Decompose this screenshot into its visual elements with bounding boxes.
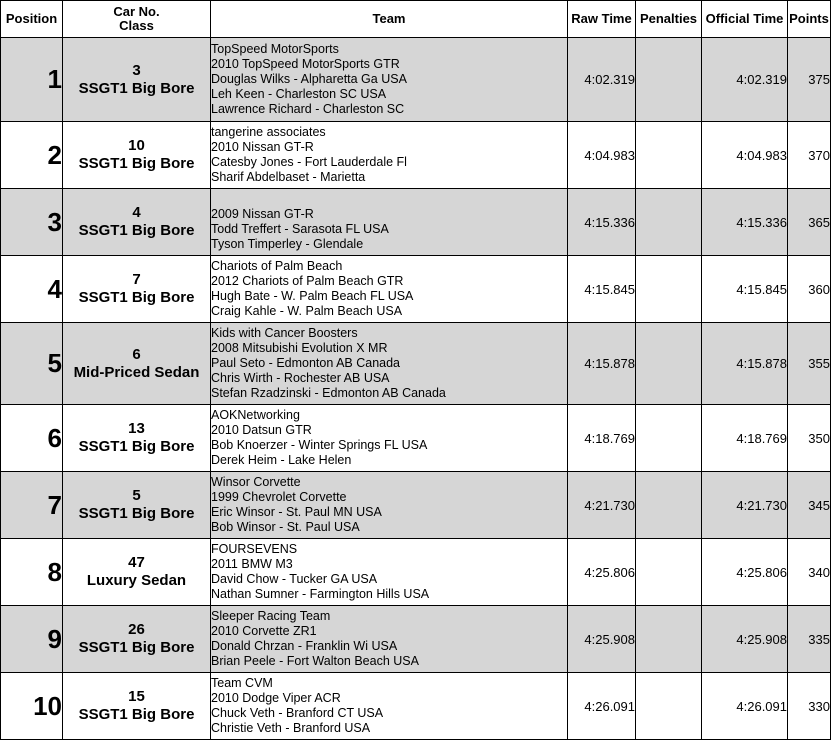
header-car-no: Car No.	[113, 4, 160, 19]
team-line: 2010 Dodge Viper ACR	[211, 691, 341, 705]
team-line	[211, 192, 567, 207]
team-line: 2010 Corvette ZR1	[211, 624, 317, 638]
official-time-cell: 4:15.336	[702, 189, 788, 256]
team-cell	[211, 472, 568, 539]
car-class-cell	[63, 606, 211, 673]
position-cell: 5	[1, 323, 63, 405]
position-cell: 3	[1, 189, 63, 256]
team-line: FOURSEVENS	[211, 542, 298, 556]
car-class-cell	[63, 539, 211, 606]
team-line: Stefan Rzadzinski - Edmonton AB Canada	[211, 386, 446, 400]
team-line: Sharif Abdelbaset - Marietta	[211, 170, 366, 184]
official-time-cell: 4:18.769	[702, 405, 788, 472]
car-class: SSGT1 Big Bore	[78, 222, 195, 239]
position-cell: 1	[1, 38, 63, 122]
header-raw-time: Raw Time	[568, 1, 636, 38]
results-body	[1, 38, 831, 740]
team-line: 2010 Nissan GT-R	[211, 140, 314, 154]
team-line: Lawrence Richard - Charleston SC	[211, 102, 405, 116]
points-cell: 375	[788, 38, 831, 122]
car-class-cell	[63, 673, 211, 740]
points-cell: 340	[788, 539, 831, 606]
car-class: SSGT1 Big Bore	[78, 79, 195, 97]
car-class: SSGT1 Big Bore	[78, 438, 195, 455]
penalties-cell	[636, 539, 702, 606]
table-row	[1, 38, 831, 122]
header-car-class	[63, 1, 211, 38]
car-number: 13	[128, 420, 145, 437]
team-line: Hugh Bate - W. Palm Beach FL USA	[211, 289, 414, 303]
table-row	[1, 122, 831, 189]
car-class-cell	[63, 189, 211, 256]
car-class: SSGT1 Big Bore	[78, 155, 195, 172]
car-number: 15	[128, 688, 145, 705]
official-time-cell: 4:26.091	[702, 673, 788, 740]
table-row	[1, 256, 831, 323]
team-cell	[211, 673, 568, 740]
team-line: Bob Knoerzer - Winter Springs FL USA	[211, 438, 428, 452]
table-row	[1, 673, 831, 740]
car-number: 47	[128, 554, 145, 571]
team-line: Team CVM	[211, 676, 273, 690]
team-line: Chris Wirth - Rochester AB USA	[211, 371, 390, 385]
header-class: Class	[119, 18, 154, 33]
team-line: 2010 TopSpeed MotorSports GTR	[211, 57, 400, 71]
header-team: Team	[211, 1, 568, 38]
table-row	[1, 539, 831, 606]
team-line: Douglas Wilks - Alpharetta Ga USA	[211, 72, 407, 86]
team-cell	[211, 256, 568, 323]
team-line: Leh Keen - Charleston SC USA	[211, 87, 387, 101]
team-line: Eric Winsor - St. Paul MN USA	[211, 505, 382, 519]
team-line: 1999 Chevrolet Corvette	[211, 490, 347, 504]
team-line: Christie Veth - Branford USA	[211, 721, 371, 735]
team-line: Craig Kahle - W. Palm Beach USA	[211, 304, 403, 318]
raw-time-cell: 4:21.730	[568, 472, 636, 539]
position-cell: 2	[1, 122, 63, 189]
team-line: Todd Treffert - Sarasota FL USA	[211, 222, 389, 236]
penalties-cell	[636, 405, 702, 472]
team-line: Nathan Sumner - Farmington Hills USA	[211, 587, 430, 601]
car-number: 3	[132, 61, 141, 79]
car-class-cell	[63, 405, 211, 472]
car-class-cell	[63, 122, 211, 189]
penalties-cell	[636, 606, 702, 673]
points-cell: 355	[788, 323, 831, 405]
car-number: 26	[128, 621, 145, 638]
penalties-cell	[636, 38, 702, 122]
penalties-cell	[636, 323, 702, 405]
car-class: SSGT1 Big Bore	[78, 639, 195, 656]
raw-time-cell: 4:25.908	[568, 606, 636, 673]
team-line: Catesby Jones - Fort Lauderdale Fl	[211, 155, 407, 169]
team-line: 2010 Datsun GTR	[211, 423, 312, 437]
team-line: tangerine associates	[211, 125, 326, 139]
car-number: 10	[128, 137, 145, 154]
official-time-cell: 4:02.319	[702, 38, 788, 122]
header-row	[1, 1, 831, 38]
team-line: 2012 Chariots of Palm Beach GTR	[211, 274, 404, 288]
points-cell: 330	[788, 673, 831, 740]
header-points: Points	[788, 1, 831, 38]
car-class-cell	[63, 256, 211, 323]
car-class-cell	[63, 323, 211, 405]
raw-time-cell: 4:15.878	[568, 323, 636, 405]
points-cell: 350	[788, 405, 831, 472]
team-line: Donald Chrzan - Franklin Wi USA	[211, 639, 398, 653]
raw-time-cell: 4:02.319	[568, 38, 636, 122]
header-official-time: Official Time	[702, 1, 788, 38]
table-row	[1, 189, 831, 256]
team-line: David Chow - Tucker GA USA	[211, 572, 378, 586]
position-cell: 9	[1, 606, 63, 673]
raw-time-cell: 4:18.769	[568, 405, 636, 472]
team-cell	[211, 323, 568, 405]
official-time-cell: 4:04.983	[702, 122, 788, 189]
position-cell: 8	[1, 539, 63, 606]
position-cell: 10	[1, 673, 63, 740]
penalties-cell	[636, 189, 702, 256]
car-number: 5	[132, 487, 141, 504]
points-cell: 345	[788, 472, 831, 539]
team-line: Tyson Timperley - Glendale	[211, 237, 364, 251]
car-class-cell	[63, 472, 211, 539]
points-cell: 365	[788, 189, 831, 256]
official-time-cell: 4:25.806	[702, 539, 788, 606]
raw-time-cell: 4:25.806	[568, 539, 636, 606]
team-cell	[211, 405, 568, 472]
penalties-cell	[636, 256, 702, 323]
car-class: SSGT1 Big Bore	[78, 289, 195, 306]
points-cell: 360	[788, 256, 831, 323]
team-cell	[211, 122, 568, 189]
table-row	[1, 405, 831, 472]
car-class-cell	[63, 38, 211, 122]
penalties-cell	[636, 472, 702, 539]
position-cell: 7	[1, 472, 63, 539]
raw-time-cell: 4:26.091	[568, 673, 636, 740]
team-line: AOKNetworking	[211, 408, 300, 422]
official-time-cell: 4:21.730	[702, 472, 788, 539]
table-row	[1, 606, 831, 673]
team-cell	[211, 189, 568, 256]
position-cell: 6	[1, 405, 63, 472]
team-line: TopSpeed MotorSports	[211, 42, 339, 56]
table-row	[1, 323, 831, 405]
penalties-cell	[636, 122, 702, 189]
official-time-cell: 4:15.878	[702, 323, 788, 405]
team-line: Sleeper Racing Team	[211, 609, 331, 623]
team-line: Bob Winsor - St. Paul USA	[211, 520, 360, 534]
team-cell	[211, 38, 568, 122]
raw-time-cell: 4:04.983	[568, 122, 636, 189]
points-cell: 370	[788, 122, 831, 189]
car-class: Luxury Sedan	[86, 572, 187, 589]
team-line: 2009 Nissan GT-R	[211, 207, 314, 221]
car-class: Mid-Priced Sedan	[73, 363, 200, 381]
team-line: 2008 Mitsubishi Evolution X MR	[211, 341, 388, 355]
header-penalties: Penalties	[636, 1, 702, 38]
team-line: Kids with Cancer Boosters	[211, 326, 358, 340]
table-row	[1, 472, 831, 539]
raw-time-cell: 4:15.845	[568, 256, 636, 323]
raw-time-cell: 4:15.336	[568, 189, 636, 256]
penalties-cell	[636, 673, 702, 740]
official-time-cell: 4:25.908	[702, 606, 788, 673]
official-time-cell: 4:15.845	[702, 256, 788, 323]
team-line: Winsor Corvette	[211, 475, 301, 489]
team-line: 2011 BMW M3	[211, 557, 293, 571]
car-class: SSGT1 Big Bore	[78, 706, 195, 723]
position-cell: 4	[1, 256, 63, 323]
team-line: Chuck Veth - Branford CT USA	[211, 706, 384, 720]
team-cell	[211, 539, 568, 606]
car-number: 4	[132, 204, 141, 221]
team-cell	[211, 606, 568, 673]
car-number: 6	[132, 345, 141, 363]
team-line: Brian Peele - Fort Walton Beach USA	[211, 654, 419, 668]
header-position: Position	[1, 1, 63, 38]
car-class: SSGT1 Big Bore	[78, 505, 195, 522]
points-cell: 335	[788, 606, 831, 673]
team-line: Chariots of Palm Beach	[211, 259, 343, 273]
car-number: 7	[132, 271, 141, 288]
team-line: Derek Heim - Lake Helen	[211, 453, 352, 467]
team-line: Paul Seto - Edmonton AB Canada	[211, 356, 401, 370]
